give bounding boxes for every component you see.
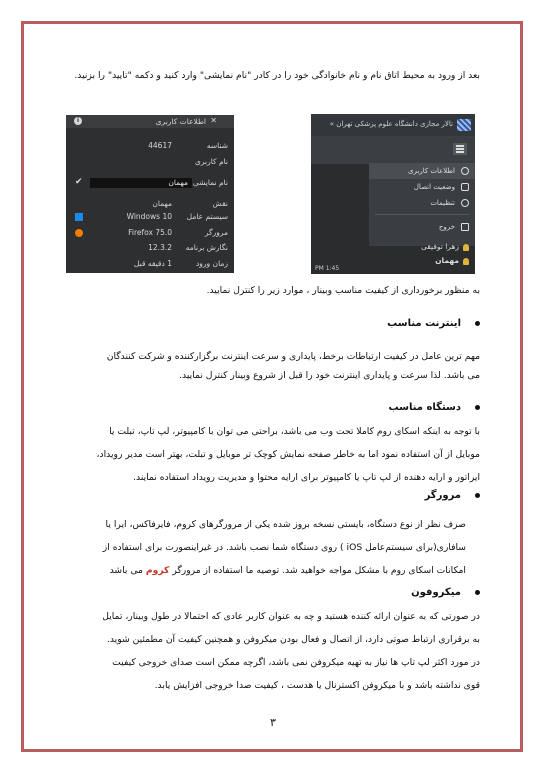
row-value: مهمان — [152, 199, 172, 208]
user-name: مهمان — [435, 256, 459, 265]
row-key: نام کاربری — [195, 157, 228, 166]
page-number: ۳ — [270, 716, 276, 729]
section-heading — [389, 402, 480, 413]
display-name-input[interactable] — [90, 178, 192, 188]
gear-icon — [461, 199, 469, 207]
section-paragraph — [65, 420, 480, 489]
menu-item-settings[interactable] — [369, 195, 475, 211]
toolbar — [311, 136, 475, 164]
menu-item-user-info[interactable] — [369, 163, 475, 179]
text-line: سافاری(برای سیستم‌عامل iOS ) روی دستگاه شما نصب باشد. در غیراینصورت برای استفاده از — [102, 542, 466, 553]
bullet — [475, 405, 480, 410]
text-span: امکانات اسکای روم با مشکل مواجه خواهید شد. توصیه ما استفاده از مرورگر — [169, 565, 466, 576]
after-images-paragraph: به منظور برخورداری از کیفیت مناسب وبینار ، موارد زیر را کنترل نمایید. — [206, 285, 480, 296]
row-key: نقش — [212, 199, 228, 208]
heading-text: اینترنت مناسب — [387, 318, 461, 329]
info-row — [66, 197, 234, 211]
section-paragraph — [65, 347, 480, 385]
text-line: مهم ترین عامل در کیفیت ارتباطات برخط، پایداری و سرعت اینترنت برگزارکننده و شرکت کنندگان — [106, 351, 480, 362]
info-row — [66, 139, 234, 153]
section-heading — [425, 490, 480, 501]
text-line: صرف نظر از نوع دستگاه، بایستی نسخه بروز شده یکی از مرورگرهای کروم، فایرفاکس، ایرا یا — [105, 519, 466, 530]
chrome-highlight: کروم — [145, 565, 170, 576]
row-value: Windows 10 — [126, 212, 172, 221]
text-span: می باشد — [109, 565, 146, 576]
text-line: می باشد. لذا سرعت و پایداری اینترنت خود را قبل از شروع وبینار کنترل نمایید. — [179, 370, 480, 381]
section-heading — [411, 587, 480, 598]
wifi-icon — [461, 183, 469, 191]
info-icon — [461, 167, 469, 175]
room-title: تالار مجازی دانشگاه علوم پزشکی تهران » — [329, 120, 453, 128]
user-name: زهرا توفیقی — [420, 242, 459, 251]
text-line: در مورد اکثر لپ تاپ ها نیاز به تهیه میکروفن نمی باشد، اگرچه ممکن است صدای خروجی کیفیت — [112, 657, 480, 668]
menu-divider — [375, 214, 469, 215]
hamburger-menu-icon[interactable] — [453, 143, 467, 155]
section-paragraph — [51, 513, 466, 582]
menu-item-logout[interactable] — [369, 219, 475, 235]
confirm-check-icon[interactable]: ✔ — [75, 177, 83, 187]
row-key: مرورگر — [204, 228, 228, 237]
user-icon — [463, 258, 469, 265]
row-value: 44617 — [148, 141, 172, 150]
text-line — [51, 559, 466, 582]
display-name-row — [66, 176, 234, 190]
user-list-item[interactable] — [421, 242, 469, 251]
heading-text: میکروفون — [411, 587, 461, 598]
logout-icon — [461, 223, 469, 231]
user-info-screenshot — [66, 115, 234, 273]
bullet — [475, 321, 480, 326]
menu-label: وضعیت اتصال — [413, 183, 455, 191]
user-list-item[interactable] — [435, 256, 469, 265]
info-row — [66, 257, 234, 271]
text-line: ایراتور و ارایه دهنده از لپ تاپ یا کامپیوتر برای ارایه محتوا و مدیریت رویداد استفاده نمایند. — [133, 472, 480, 483]
menu-item-connection[interactable] — [369, 179, 475, 195]
dropdown-menu — [369, 161, 475, 246]
text-line: با توجه به اینکه اسکای روم کاملا تحت وب می باشد، براحتی می توان با کامپیوتر، لپ تاپ، تبلت یا — [109, 426, 480, 437]
room-menu-screenshot — [311, 114, 475, 274]
firefox-icon — [75, 229, 83, 237]
heading-text: مرورگر — [424, 490, 461, 501]
close-icon[interactable]: ✕ — [210, 116, 217, 125]
menu-label: اطلاعات کاربری — [408, 167, 455, 175]
row-key: سیستم عامل — [186, 212, 228, 221]
section-paragraph — [65, 605, 480, 697]
row-value: Firefox 75.0 — [128, 228, 172, 237]
info-row — [66, 210, 234, 224]
bullet — [475, 493, 480, 498]
bullet — [475, 590, 480, 595]
intro-paragraph: بعد از ورود به محیط اتاق نام و نام خانوادگی خود را در کادر "نام نمایشی" وارد کنید و دکمه "تایید" را بزنید. — [74, 70, 480, 81]
row-key: زمان ورود — [195, 259, 228, 268]
row-key: نام نمایشی — [192, 178, 228, 187]
info-row — [66, 155, 234, 169]
menu-label: تنظیمات — [430, 199, 455, 207]
windows-icon — [75, 213, 83, 221]
text-line: به برقراری ارتباط صوتی دارد، از اتصال و فعال بودن میکروفن و همچنین کیفیت آن مطمئین شوید. — [106, 634, 480, 645]
row-key: نگارش برنامه — [185, 243, 228, 252]
info-row — [66, 226, 234, 240]
panel-title: اطلاعات کاربری — [155, 117, 206, 126]
row-key: شناسه — [206, 141, 228, 150]
text-line: قوی نداشته باشد و با میکروفن اکسترنال یا هدست ، کیفیت صدا خروجی افزایش یابد. — [154, 680, 480, 691]
clock-time: 1:45 PM — [315, 265, 340, 272]
menu-label: خروج — [438, 223, 455, 231]
display-name-value: مهمان — [168, 178, 188, 187]
row-value: 12.3.2 — [148, 243, 172, 252]
row-value: 1 دقیقه قبل — [133, 259, 172, 268]
heading-text: دستگاه مناسب — [388, 402, 461, 413]
text-line: در صورتی که به عنوان ارائه کننده هستید و چه به عنوان کاربر عادی که احتمالا در طول وبینار، تمایل — [102, 611, 480, 622]
info-row — [66, 241, 234, 255]
room-header — [311, 114, 475, 136]
panel-titlebar — [66, 115, 234, 128]
info-icon: i — [74, 117, 82, 125]
section-heading — [387, 318, 480, 329]
university-logo-icon — [457, 119, 471, 131]
user-icon — [463, 244, 469, 251]
text-line: موبایل از آن استفاده نمود اما به خاطر صفحه نمایش کوچک تر موبایل و تبلت، بهتر است مدیر رویداد، — [96, 449, 480, 460]
